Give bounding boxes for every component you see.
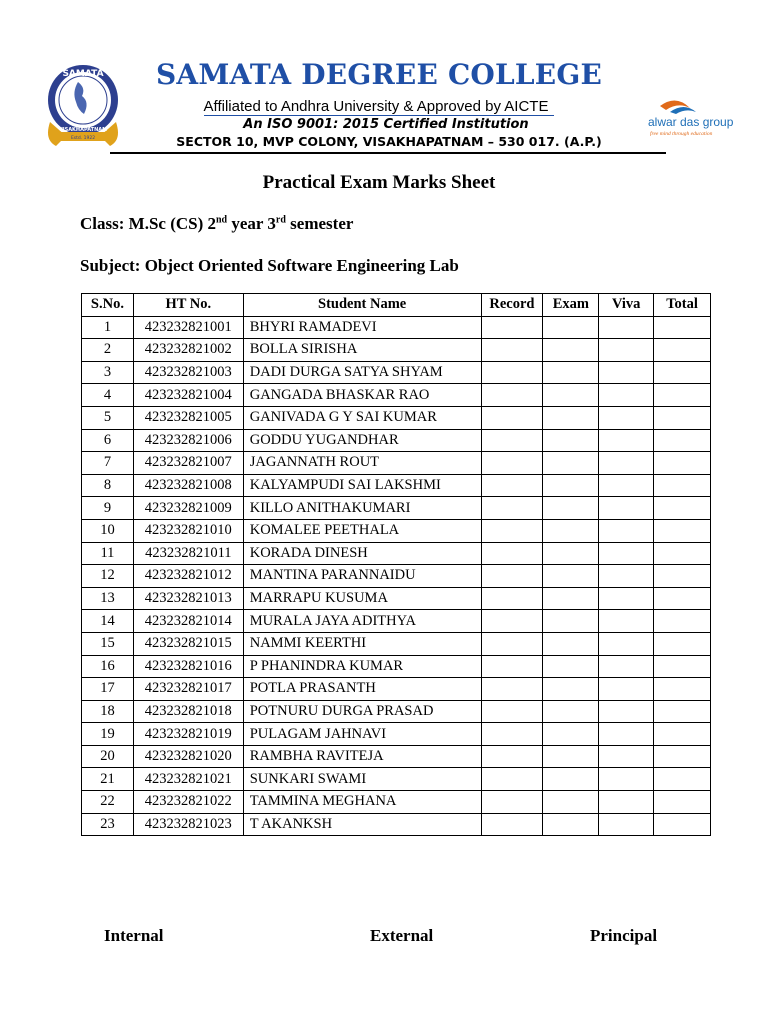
total-cell[interactable] — [654, 497, 711, 520]
total-cell[interactable] — [654, 745, 711, 768]
table-row — [82, 361, 711, 384]
viva-cell[interactable] — [599, 678, 654, 701]
serial-number-cell: 3 — [82, 361, 134, 384]
table-row — [82, 768, 711, 791]
table-row — [82, 316, 711, 339]
student-name-cell: TAMMINA MEGHANA — [243, 791, 481, 814]
table-row — [82, 610, 711, 633]
student-name-cell: BHYRI RAMADEVI — [243, 316, 481, 339]
student-name-cell: GODDU YUGANDHAR — [243, 429, 481, 452]
student-name-cell: DADI DURGA SATYA SHYAM — [243, 361, 481, 384]
class-line — [80, 214, 353, 234]
student-name-cell: GANIVADA G Y SAI KUMAR — [243, 406, 481, 429]
ht-number-cell: 423232821014 — [133, 610, 243, 633]
class-sup-2: rd — [275, 214, 286, 226]
record-cell[interactable] — [481, 587, 543, 610]
record-cell[interactable] — [481, 632, 543, 655]
exam-cell[interactable] — [543, 542, 599, 565]
student-name-cell: GANGADA BHASKAR RAO — [243, 384, 481, 407]
ht-number-cell: 423232821005 — [133, 406, 243, 429]
table-row — [82, 429, 711, 452]
exam-cell[interactable] — [543, 700, 599, 723]
student-name-cell: T AKANKSH — [243, 813, 481, 836]
exam-cell[interactable] — [543, 610, 599, 633]
serial-number-cell: 16 — [82, 655, 134, 678]
total-cell[interactable] — [654, 316, 711, 339]
record-cell[interactable] — [481, 610, 543, 633]
viva-cell[interactable] — [599, 339, 654, 362]
student-name-cell: MANTINA PARANNAIDU — [243, 565, 481, 588]
table-header — [82, 294, 711, 317]
viva-cell[interactable] — [599, 406, 654, 429]
table-row — [82, 745, 711, 768]
total-cell[interactable] — [654, 384, 711, 407]
ht-number-cell: 423232821022 — [133, 791, 243, 814]
exam-cell[interactable] — [543, 587, 599, 610]
ht-number-cell: 423232821018 — [133, 700, 243, 723]
total-cell[interactable] — [654, 678, 711, 701]
subject-line: Subject: Object Oriented Software Engineering Lab — [80, 256, 459, 275]
ht-number-cell: 423232821002 — [133, 339, 243, 362]
serial-number-cell: 5 — [82, 406, 134, 429]
exam-cell[interactable] — [543, 497, 599, 520]
record-cell[interactable] — [481, 542, 543, 565]
record-cell[interactable] — [481, 813, 543, 836]
record-cell[interactable] — [481, 723, 543, 746]
table-row — [82, 678, 711, 701]
college-name: SAMATA DEGREE COLLEGE — [156, 58, 602, 91]
viva-cell[interactable] — [599, 723, 654, 746]
record-cell[interactable] — [481, 791, 543, 814]
total-cell[interactable] — [654, 587, 711, 610]
total-cell[interactable] — [654, 542, 711, 565]
class-mid: year 3 — [227, 214, 276, 233]
table-row — [82, 700, 711, 723]
table-row — [82, 655, 711, 678]
table-row — [82, 542, 711, 565]
total-cell[interactable] — [654, 429, 711, 452]
student-name-cell: POTNURU DURGA PRASAD — [243, 700, 481, 723]
external-signature-label: External — [370, 926, 434, 945]
table-row — [82, 384, 711, 407]
ht-number-cell: 423232821013 — [133, 587, 243, 610]
class-suffix: semester — [285, 214, 354, 233]
record-cell[interactable] — [481, 655, 543, 678]
viva-cell[interactable] — [599, 587, 654, 610]
viva-cell[interactable] — [599, 384, 654, 407]
serial-number-cell: 4 — [82, 384, 134, 407]
exam-cell[interactable] — [543, 429, 599, 452]
serial-number-cell: 14 — [82, 610, 134, 633]
sheet-title: Practical Exam Marks Sheet — [262, 172, 496, 193]
record-cell[interactable] — [481, 700, 543, 723]
record-cell[interactable] — [481, 429, 543, 452]
ht-number-cell: 423232821021 — [133, 768, 243, 791]
iso-certification: An ISO 9001: 2015 Certified Institution — [243, 117, 529, 132]
ht-number-cell: 423232821007 — [133, 452, 243, 475]
serial-number-cell: 21 — [82, 768, 134, 791]
column-header: S.No. — [82, 294, 134, 317]
total-cell[interactable] — [654, 813, 711, 836]
exam-cell[interactable] — [543, 406, 599, 429]
exam-cell[interactable] — [543, 768, 599, 791]
serial-number-cell: 6 — [82, 429, 134, 452]
total-cell[interactable] — [654, 610, 711, 633]
serial-number-cell: 15 — [82, 632, 134, 655]
header-divider — [110, 152, 666, 154]
ht-number-cell: 423232821023 — [133, 813, 243, 836]
class-prefix: Class: M.Sc (CS) 2 — [80, 214, 216, 233]
ht-number-cell: 423232821009 — [133, 497, 243, 520]
viva-cell[interactable] — [599, 632, 654, 655]
record-cell[interactable] — [481, 745, 543, 768]
student-name-cell: KALYAMPUDI SAI LAKSHMI — [243, 474, 481, 497]
serial-number-cell: 10 — [82, 519, 134, 542]
exam-cell[interactable] — [543, 519, 599, 542]
viva-cell[interactable] — [599, 429, 654, 452]
table-row — [82, 587, 711, 610]
exam-cell[interactable] — [543, 678, 599, 701]
record-cell[interactable] — [481, 474, 543, 497]
record-cell[interactable] — [481, 519, 543, 542]
table-row — [82, 474, 711, 497]
class-sup-1: nd — [216, 214, 228, 226]
exam-cell[interactable] — [543, 745, 599, 768]
exam-cell[interactable] — [543, 813, 599, 836]
student-name-cell: RAMBHA RAVITEJA — [243, 745, 481, 768]
table-row — [82, 565, 711, 588]
viva-cell[interactable] — [599, 745, 654, 768]
ht-number-cell: 423232821017 — [133, 678, 243, 701]
total-cell[interactable] — [654, 452, 711, 475]
table-row — [82, 452, 711, 475]
ht-number-cell: 423232821012 — [133, 565, 243, 588]
student-name-cell: JAGANNATH ROUT — [243, 452, 481, 475]
principal-signature-label: Principal — [590, 926, 658, 945]
serial-number-cell: 8 — [82, 474, 134, 497]
serial-number-cell: 17 — [82, 678, 134, 701]
seal-bottom-text: VISAKHAPATNAM — [58, 127, 108, 133]
total-cell[interactable] — [654, 791, 711, 814]
exam-cell[interactable] — [543, 316, 599, 339]
serial-number-cell: 22 — [82, 791, 134, 814]
viva-cell[interactable] — [599, 542, 654, 565]
exam-cell[interactable] — [543, 723, 599, 746]
viva-cell[interactable] — [599, 519, 654, 542]
student-name-cell: POTLA PRASANTH — [243, 678, 481, 701]
serial-number-cell: 12 — [82, 565, 134, 588]
internal-signature-label: Internal — [104, 926, 164, 945]
ht-number-cell: 423232821004 — [133, 384, 243, 407]
viva-cell[interactable] — [599, 655, 654, 678]
student-name-cell: KORADA DINESH — [243, 542, 481, 565]
viva-cell[interactable] — [599, 316, 654, 339]
student-name-cell: KOMALEE PEETHALA — [243, 519, 481, 542]
total-cell[interactable] — [654, 406, 711, 429]
column-header: Viva — [599, 294, 654, 317]
ht-number-cell: 423232821015 — [133, 632, 243, 655]
column-header: HT No. — [133, 294, 243, 317]
record-cell[interactable] — [481, 452, 543, 475]
serial-number-cell: 7 — [82, 452, 134, 475]
viva-cell[interactable] — [599, 565, 654, 588]
student-name-cell: PULAGAM JAHNAVI — [243, 723, 481, 746]
exam-cell[interactable] — [543, 474, 599, 497]
exam-cell[interactable] — [543, 791, 599, 814]
column-header: Student Name — [243, 294, 481, 317]
table-row — [82, 723, 711, 746]
viva-cell[interactable] — [599, 474, 654, 497]
table-row — [82, 339, 711, 362]
exam-cell[interactable] — [543, 361, 599, 384]
serial-number-cell: 18 — [82, 700, 134, 723]
table-row — [82, 406, 711, 429]
record-cell[interactable] — [481, 406, 543, 429]
alwar-das-group-logo — [646, 96, 756, 138]
total-cell[interactable] — [654, 655, 711, 678]
record-cell[interactable] — [481, 497, 543, 520]
column-header: Exam — [543, 294, 599, 317]
exam-cell[interactable] — [543, 384, 599, 407]
record-cell[interactable] — [481, 768, 543, 791]
brand-tagline: free mind through education — [650, 131, 713, 137]
record-cell[interactable] — [481, 339, 543, 362]
student-name-cell: P PHANINDRA KUMAR — [243, 655, 481, 678]
college-address: SECTOR 10, MVP COLONY, VISAKHAPATNAM – 530 017. (A.P.) — [176, 134, 602, 149]
viva-cell[interactable] — [599, 610, 654, 633]
total-cell[interactable] — [654, 565, 711, 588]
ht-number-cell: 423232821010 — [133, 519, 243, 542]
serial-number-cell: 11 — [82, 542, 134, 565]
column-header: Record — [481, 294, 543, 317]
affiliation-text: Affiliated to Andhra University & Approved by AICTE — [204, 98, 555, 116]
ht-number-cell: 423232821008 — [133, 474, 243, 497]
record-cell[interactable] — [481, 316, 543, 339]
exam-cell[interactable] — [543, 565, 599, 588]
serial-number-cell: 20 — [82, 745, 134, 768]
record-cell[interactable] — [481, 565, 543, 588]
total-cell[interactable] — [654, 361, 711, 384]
viva-cell[interactable] — [599, 361, 654, 384]
ht-number-cell: 423232821006 — [133, 429, 243, 452]
student-name-cell: NAMMI KEERTHI — [243, 632, 481, 655]
total-cell[interactable] — [654, 723, 711, 746]
viva-cell[interactable] — [599, 700, 654, 723]
record-cell[interactable] — [481, 384, 543, 407]
ht-number-cell: 423232821011 — [133, 542, 243, 565]
serial-number-cell: 23 — [82, 813, 134, 836]
exam-cell[interactable] — [543, 452, 599, 475]
serial-number-cell: 13 — [82, 587, 134, 610]
total-cell[interactable] — [654, 632, 711, 655]
viva-cell[interactable] — [599, 452, 654, 475]
affiliation-line — [0, 98, 758, 115]
serial-number-cell: 19 — [82, 723, 134, 746]
exam-cell[interactable] — [543, 655, 599, 678]
table-row — [82, 519, 711, 542]
brand-name: alwar das group — [648, 115, 734, 129]
viva-cell[interactable] — [599, 813, 654, 836]
seal-estd-text: Estd. 1922 — [70, 136, 96, 141]
column-header: Total — [654, 294, 711, 317]
serial-number-cell: 9 — [82, 497, 134, 520]
viva-cell[interactable] — [599, 791, 654, 814]
student-name-cell: MURALA JAYA ADITHYA — [243, 610, 481, 633]
ht-number-cell: 423232821020 — [133, 745, 243, 768]
marks-table — [81, 293, 711, 836]
record-cell[interactable] — [481, 678, 543, 701]
seal-top-text: SAMATA — [62, 69, 104, 79]
table-row — [82, 632, 711, 655]
viva-cell[interactable] — [599, 768, 654, 791]
serial-number-cell: 2 — [82, 339, 134, 362]
ht-number-cell: 423232821001 — [133, 316, 243, 339]
table-row — [82, 791, 711, 814]
total-cell[interactable] — [654, 519, 711, 542]
student-name-cell: MARRAPU KUSUMA — [243, 587, 481, 610]
student-name-cell: BOLLA SIRISHA — [243, 339, 481, 362]
record-cell[interactable] — [481, 361, 543, 384]
exam-cell[interactable] — [543, 339, 599, 362]
total-cell[interactable] — [654, 700, 711, 723]
student-name-cell: KILLO ANITHAKUMARI — [243, 497, 481, 520]
exam-cell[interactable] — [543, 632, 599, 655]
table-row — [82, 497, 711, 520]
serial-number-cell: 1 — [82, 316, 134, 339]
total-cell[interactable] — [654, 339, 711, 362]
table-row — [82, 813, 711, 836]
viva-cell[interactable] — [599, 497, 654, 520]
student-name-cell: SUNKARI SWAMI — [243, 768, 481, 791]
letterhead — [0, 0, 768, 160]
total-cell[interactable] — [654, 474, 711, 497]
ht-number-cell: 423232821003 — [133, 361, 243, 384]
table-body — [82, 316, 711, 836]
total-cell[interactable] — [654, 768, 711, 791]
ht-number-cell: 423232821016 — [133, 655, 243, 678]
ht-number-cell: 423232821019 — [133, 723, 243, 746]
